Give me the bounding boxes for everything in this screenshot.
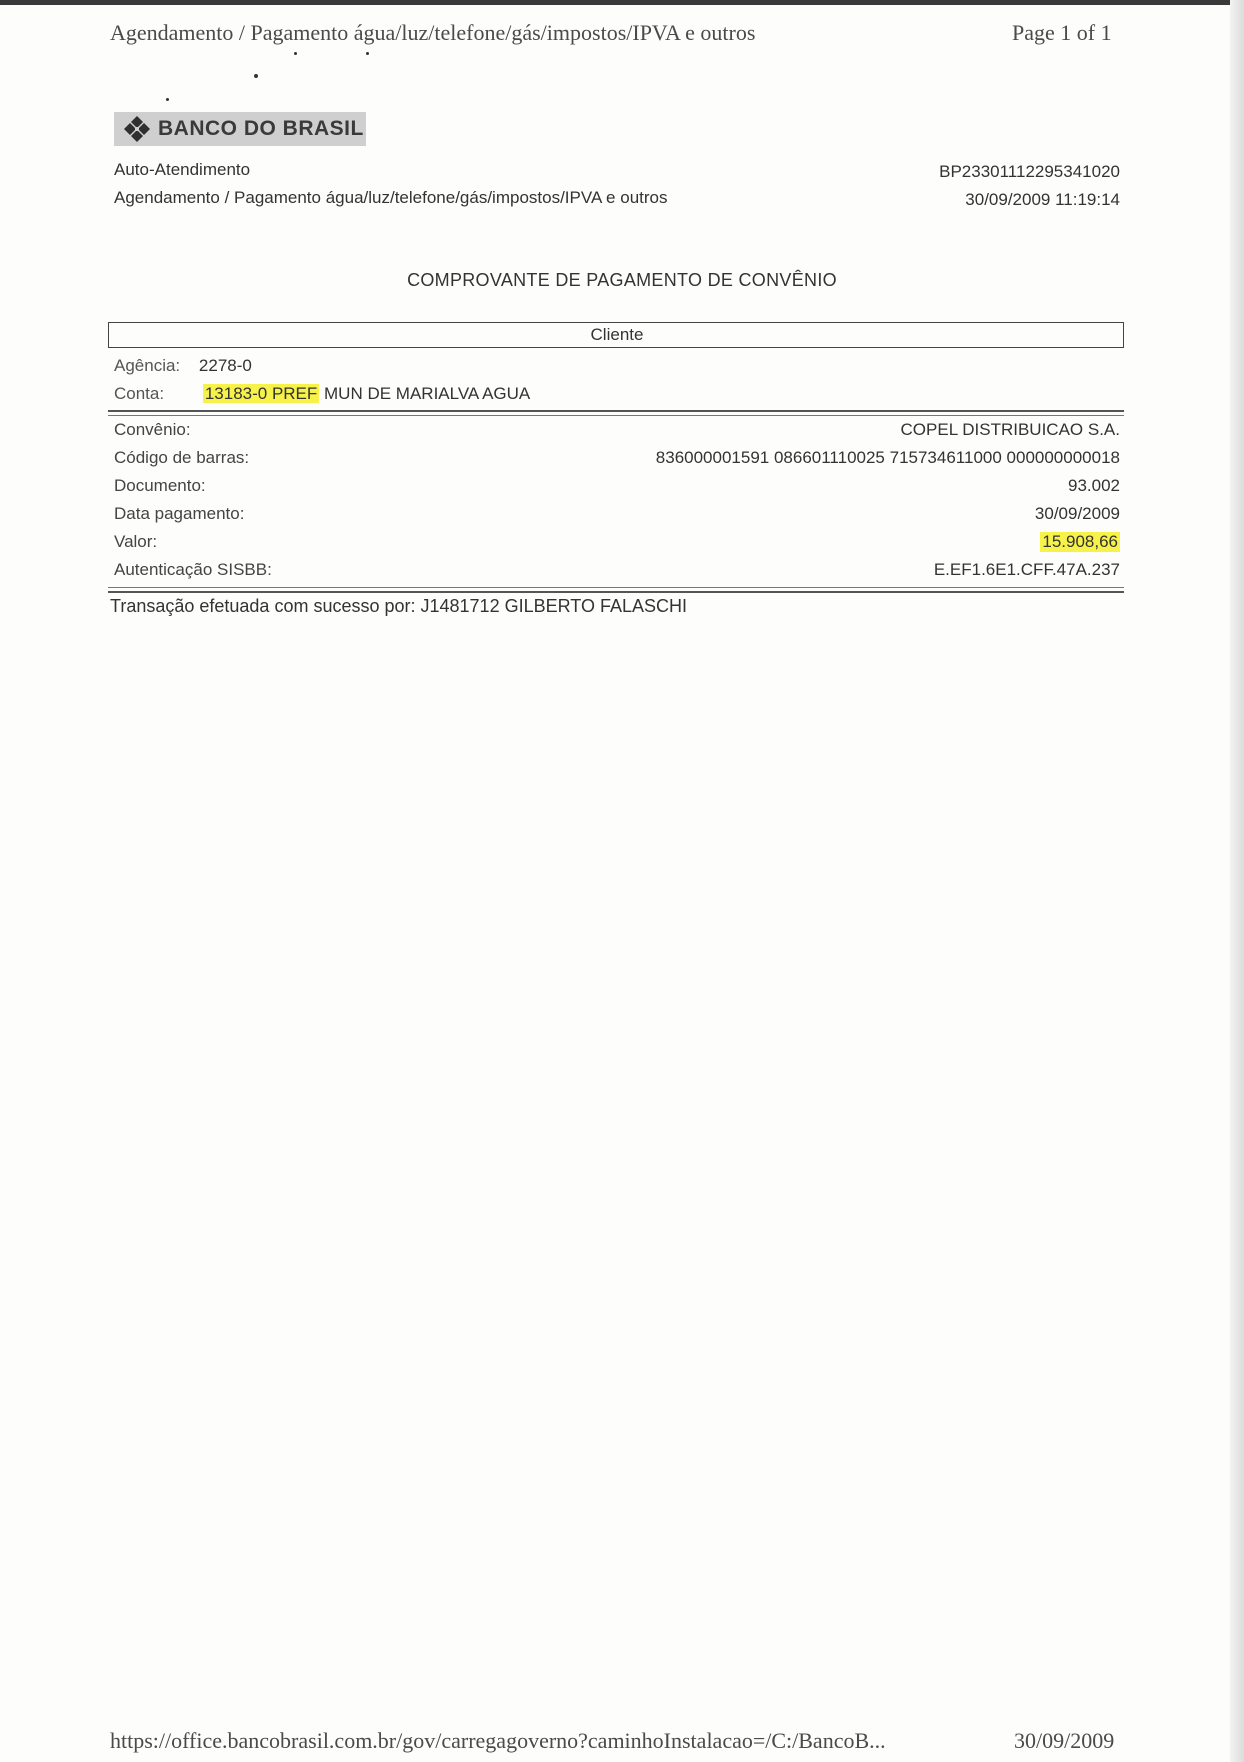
payment-row-value: COPEL DISTRIBUICAO S.A. — [900, 420, 1120, 439]
scan-speck — [254, 74, 258, 78]
system-channel: Auto-Atendimento — [114, 160, 251, 179]
divider — [108, 587, 1124, 588]
system-protocol: BP23301112295341020 — [939, 162, 1120, 181]
system-datetime: 30/09/2009 11:19:14 — [965, 190, 1120, 209]
payment-row — [114, 448, 1120, 472]
divider — [108, 591, 1124, 593]
payment-row-label: Autenticação SISBB: — [114, 560, 272, 579]
payment-row-label: Valor: — [114, 532, 158, 551]
account-name: MUN DE MARIALVA AGUA — [324, 384, 531, 403]
payment-row — [114, 420, 1120, 444]
payment-row-label: Convênio: — [114, 420, 191, 439]
bank-logo — [114, 112, 366, 146]
payment-row — [114, 476, 1120, 500]
scan-speck — [366, 52, 369, 55]
divider — [108, 415, 1124, 416]
agency-field — [114, 356, 252, 376]
payment-row-value: E.EF1.6E1.CFF.47A.237 — [933, 560, 1120, 579]
scan-right-edge — [1230, 0, 1244, 1762]
payment-row-label: Documento: — [114, 476, 206, 495]
client-section-label: Cliente — [590, 325, 644, 344]
document-title: COMPROVANTE DE PAGAMENTO DE CONVÊNIO — [407, 270, 837, 290]
bank-logo-text: BANCO DO BRASIL — [158, 117, 364, 140]
agency-value: 2278-0 — [198, 356, 252, 375]
print-footer-url: https://office.bancobrasil.com.br/gov/carregagoverno?caminhoInstalacao=/C:/BancoB... — [110, 1728, 886, 1753]
print-page-number: Page 1 of 1 — [1012, 20, 1112, 45]
account-field — [114, 384, 530, 404]
banco-do-brasil-logo-icon — [122, 115, 152, 143]
account-label: Conta: — [114, 384, 165, 403]
payment-row-value: 836000001591 086601110025 715734611000 000000000018 — [655, 448, 1120, 467]
payment-row — [114, 532, 1120, 556]
payment-row-label: Data pagamento: — [114, 504, 245, 523]
agency-label: Agência: — [114, 356, 181, 375]
transaction-note: Transação efetuada com sucesso por: J1481712 GILBERTO FALASCHI — [110, 596, 687, 616]
scan-top-edge — [0, 0, 1244, 5]
payment-row-value: 93.002 — [1068, 476, 1120, 495]
client-section-header — [108, 322, 1124, 348]
scan-speck — [294, 52, 297, 55]
divider — [108, 410, 1124, 412]
payment-row — [114, 504, 1120, 528]
account-number: 13183-0 PREF — [204, 384, 318, 403]
print-footer-date: 30/09/2009 — [1014, 1728, 1115, 1753]
scan-speck — [166, 98, 169, 101]
payment-amount-value: 15.908,66 — [1042, 532, 1118, 551]
system-service: Agendamento / Pagamento água/luz/telefone/gás/impostos/IPVA e outros — [114, 188, 668, 207]
print-header-title: Agendamento / Pagamento água/luz/telefone/gás/impostos/IPVA e outros — [110, 20, 756, 45]
payment-row-label: Código de barras: — [114, 448, 250, 467]
payment-row-value: 30/09/2009 — [1034, 504, 1120, 523]
payment-row — [114, 560, 1120, 584]
